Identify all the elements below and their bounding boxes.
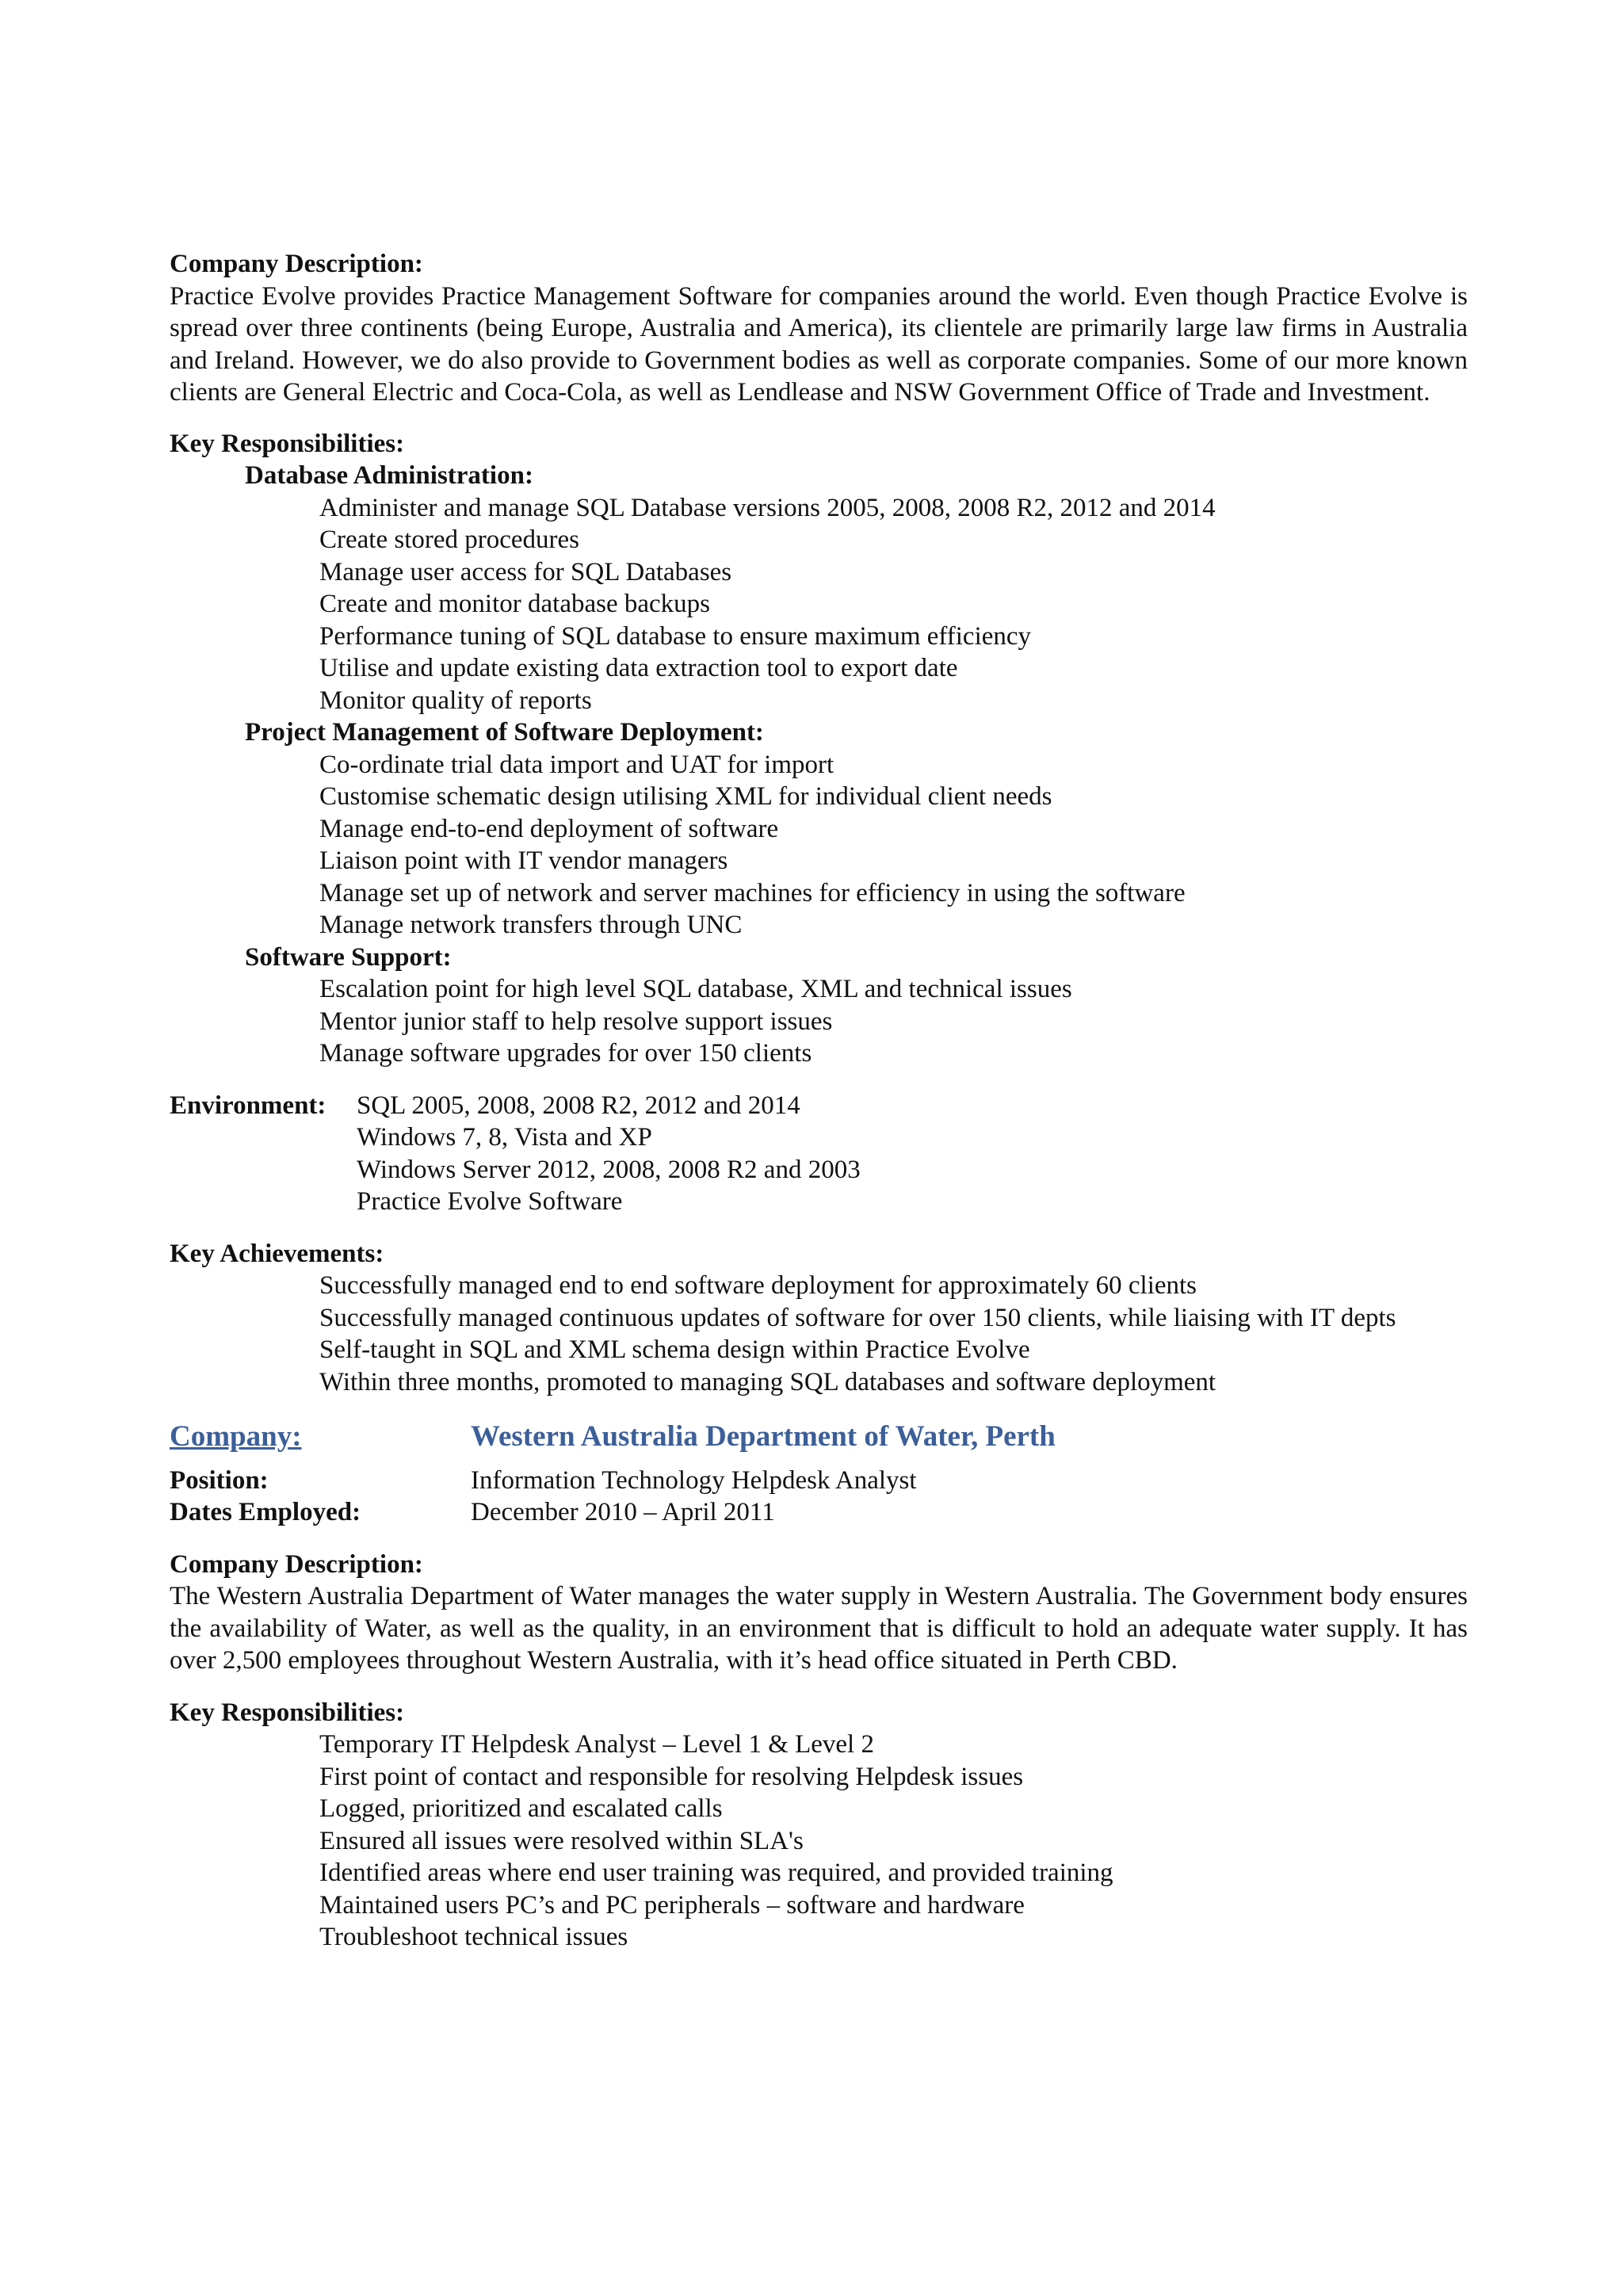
list-item: Liaison point with IT vendor managers [319, 846, 728, 875]
list-item: Self-taught in SQL and XML schema design within Practice Evolve [319, 1335, 1030, 1364]
list-item: Manage network transfers through UNC [319, 911, 743, 939]
list-item: SQL 2005, 2008, 2008 R2, 2012 and 2014 [357, 1091, 800, 1120]
position-value: Information Technology Helpdesk Analyst [471, 1465, 917, 1495]
list-item: Identified areas where end user training was required, and provided training [319, 1859, 1113, 1887]
list-item: Logged, prioritized and escalated calls [319, 1794, 723, 1823]
list-item: Escalation point for high level SQL database, XML and technical issues [319, 975, 1072, 1003]
position-row [170, 1465, 1468, 1497]
list-item: Successfully managed end to end software deployment for approximately 60 clients [319, 1271, 1197, 1300]
list-item: Troubleshoot technical issues [319, 1923, 628, 1951]
group-title-software-support: Software Support: [245, 942, 452, 972]
company-header [170, 1421, 1468, 1454]
list-item: Windows Server 2012, 2008, 2008 R2 and 2003 [357, 1155, 861, 1184]
group-title-project-management: Project Management of Software Deployment: [245, 718, 764, 747]
company-description-heading: Company Description: [170, 250, 423, 278]
position-label: Position: [170, 1465, 269, 1495]
dates-label: Dates Employed: [170, 1498, 361, 1526]
company-label: Company: [170, 1420, 302, 1453]
list-item: Mentor junior staff to help resolve support issues [319, 1007, 833, 1036]
list-item: Successfully managed continuous updates of software for over 150 clients, while liaising with IT depts [319, 1303, 1396, 1332]
key-achievements-heading: Key Achievements: [170, 1239, 384, 1268]
list-item: Monitor quality of reports [319, 686, 592, 715]
list-item: Manage end-to-end deployment of software [319, 814, 779, 843]
list-item: Create and monitor database backups [319, 590, 710, 618]
key-responsibilities-heading-2: Key Responsibilities: [170, 1698, 405, 1727]
project-management-list [170, 749, 1468, 942]
list-item: Ensured all issues were resolved within SLA's [319, 1826, 804, 1855]
software-support-list [170, 973, 1468, 1070]
company-name: Western Australia Department of Water, Perth [471, 1420, 1056, 1453]
list-item: Manage software upgrades for over 150 clients [319, 1039, 812, 1068]
dates-value: December 2010 – April 2011 [471, 1498, 775, 1526]
list-item: Create stored procedures [319, 525, 580, 554]
key-responsibilities-heading: Key Responsibilities: [170, 429, 405, 458]
list-item: First point of contact and responsible for resolving Helpdesk issues [319, 1762, 1024, 1791]
list-item: Practice Evolve Software [357, 1187, 623, 1216]
list-item: Administer and manage SQL Database versions 2005, 2008, 2008 R2, 2012 and 2014 [319, 493, 1216, 522]
list-item: Within three months, promoted to managing SQL databases and software deployment [319, 1367, 1216, 1396]
list-item: Manage set up of network and server machines for efficiency in using the software [319, 878, 1186, 907]
database-administration-list [170, 492, 1468, 717]
list-item: Windows 7, 8, Vista and XP [357, 1123, 652, 1152]
group-title-database-administration: Database Administration: [245, 461, 533, 490]
key-responsibilities-list-2 [170, 1729, 1468, 1954]
list-item: Utilise and update existing data extraction tool to export date [319, 654, 958, 682]
company-description-heading-2: Company Description: [170, 1549, 423, 1579]
list-item: Manage user access for SQL Databases [319, 557, 732, 586]
dates-row [170, 1496, 1468, 1529]
list-item: Co-ordinate trial data import and UAT for import [319, 750, 834, 779]
environment-label: Environment: [170, 1091, 327, 1120]
environment-list [357, 1090, 861, 1218]
environment-block [170, 1090, 1468, 1218]
company-description-text: Practice Evolve provides Practice Management Software for companies around the world. Even though Practice Evolve is spread over three continents (being Europe, Australia and America), its clientele are primarily large law firms in Australia and Ireland. However, we do also provide to Government bodies as well as corporate companies. Some of our more known clients are General Electric and Coca-Cola, as well as Lendlease and NSW Government Office of Trade and Investment. [170, 281, 1468, 407]
company-description-text-2: The Western Australia Department of Water manages the water supply in Western Australia. The Government body ensures the availability of Water, as well as the quality, in an environment that is difficult to hold an adequate water supply. It has over 2,500 employees throughout Western Australia, with it’s head office situated in Perth CBD. [170, 1582, 1468, 1675]
list-item: Customise schematic design utilising XML for individual client needs [319, 782, 1052, 811]
list-item: Temporary IT Helpdesk Analyst – Level 1 & Level 2 [319, 1730, 874, 1759]
key-achievements-list [170, 1270, 1468, 1398]
list-item: Performance tuning of SQL database to ensure maximum efficiency [319, 621, 1032, 651]
resume-content [170, 248, 1468, 1954]
list-item: Maintained users PC’s and PC peripherals – software and hardware [319, 1890, 1025, 1920]
